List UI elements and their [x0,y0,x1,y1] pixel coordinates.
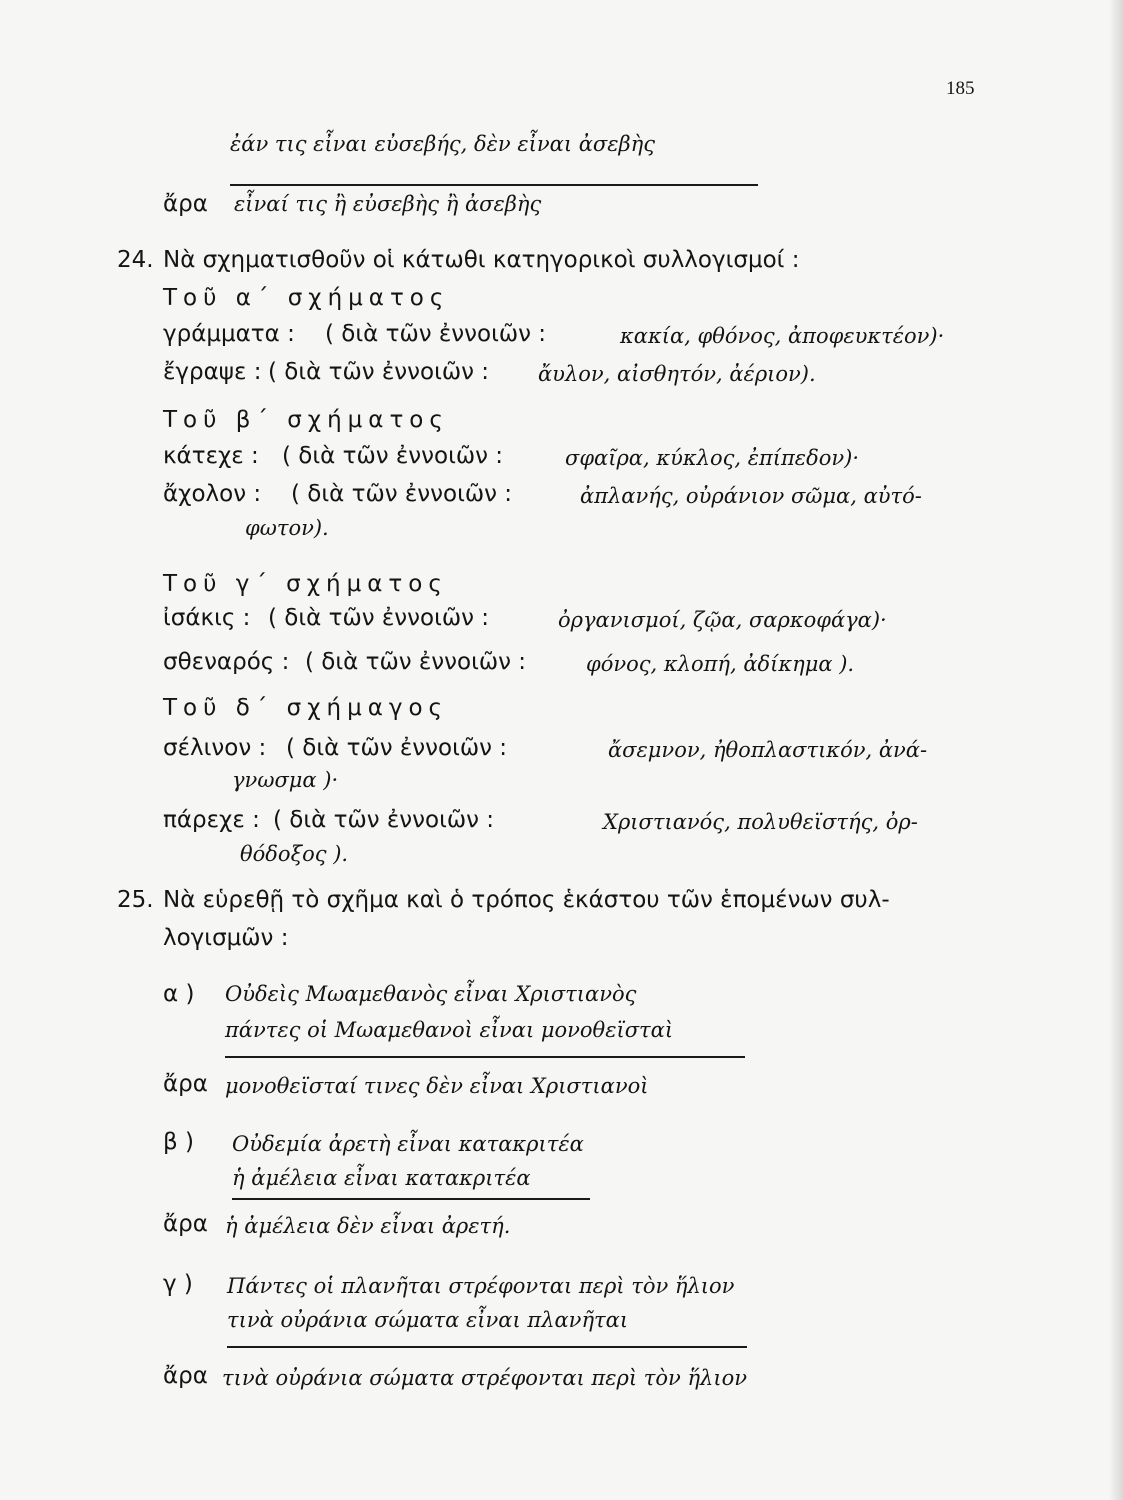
ex25-a-rule [225,1056,745,1058]
syllogism-top-conclusion: εἶναί τις ἢ εὐσεβὴς ἢ ἀσεβὴς [234,192,542,216]
ex25-a-ara: ἄρα [163,1071,208,1097]
ex24-fig4-heading: Τοῦ δ΄ σχήμαγος [163,695,449,721]
ex24-fig1-heading: Τοῦ α΄ σχήματος [163,285,450,311]
ex25-a-premise2: πάντες οἱ Μωαμεθανοὶ εἶναι μονοθεϊσταὶ [225,1018,674,1042]
ex25-g-premise1: Πάντες οἱ πλανῆται στρέφονται περὶ τὸν ἥλιον [227,1274,735,1298]
ex25-g-ara: ἄρα [163,1363,208,1389]
ex25-b-premise2: ἡ ἀμέλεια εἶναι κατακριτέα [232,1166,531,1190]
ex25-a-label: α ) [163,981,195,1007]
ex25-g-premise2: τινὰ οὐράνια σώματα εἶναι πλανῆται [227,1308,629,1332]
ex24-fig1-pre2: ( διὰ τῶν ἐννοιῶν : [268,359,490,385]
ex24-fig4-pre2: ( διὰ τῶν ἐννοιῶν : [273,807,495,833]
ex25-g-rule [227,1346,747,1348]
ex24-fig3-word2: σθεναρός : [163,649,290,675]
ex25-b-conclusion: ἡ ἀμέλεια δὲν εἶναι ἀρετή. [225,1214,511,1238]
ex25-g-conclusion: τινὰ οὐράνια σώματα στρέφονται περὶ τὸν ἥλιον [222,1366,747,1390]
ex24-fig2-terms2: ἀπλανής, οὐράνιον σῶμα, αὐτό- [580,484,922,508]
ex24-fig3-terms2: φόνος, κλοπή, ἀδίκημα ). [586,652,855,676]
ex24-fig4-word1: σέλινον : [163,735,267,761]
ex25-a-conclusion: μονοθεϊσταί τινες δὲν εἶναι Χριστιανοὶ [225,1074,649,1098]
ex25-instruction: Νὰ εὑρεθῇ τὸ σχῆμα καὶ ὁ τρόπος ἑκάστου τῶν ἑπομένων συλ- [163,887,890,913]
ex24-fig2-heading: Τοῦ β΄ σχήματος [163,407,449,433]
ex24-number: 24. [117,247,154,273]
syllogism-top-ara: ἄρα [163,191,208,217]
page-number: 185 [946,78,975,99]
ex25-b-premise1: Οὐδεμία ἀρετὴ εἶναι κατακριτέα [232,1132,584,1156]
ex24-fig3-pre1: ( διὰ τῶν ἐννοιῶν : [268,605,490,631]
ex24-fig4-terms2-cont: θόδοξος ). [240,842,349,866]
ex24-fig1-terms1: κακία, φθόνος, ἀποφευκτέον)· [620,324,945,348]
ex25-g-label: γ ) [163,1271,193,1297]
ex24-fig1-terms2: ἄυλον, αἰσθητόν, ἀέριον). [538,362,816,386]
ex24-fig2-pre1: ( διὰ τῶν ἐννοιῶν : [282,443,504,469]
syllogism-top-premise: ἐάν τις εἶναι εὐσεβής, δὲν εἶναι ἀσεβὴς [230,132,655,156]
page-edge-shadow [1109,0,1123,1500]
ex24-fig1-word2: ἔγραψε : [163,359,262,385]
ex24-fig3-word1: ἰσάκις : [163,605,251,631]
ex24-fig2-pre2: ( διὰ τῶν ἐννοιῶν : [291,481,513,507]
ex25-a-premise1: Οὐδεὶς Μωαμεθανὸς εἶναι Χριστιανὸς [225,982,637,1006]
ex24-fig3-heading: Τοῦ γ΄ σχήματος [163,571,448,597]
ex24-fig2-terms1: σφαῖρα, κύκλος, ἐπίπεδον)· [565,446,859,470]
ex24-fig4-word2: πάρεχε : [163,807,260,833]
ex24-fig4-pre1: ( διὰ τῶν ἐννοιῶν : [286,735,508,761]
ex24-fig4-terms1: ἄσεμνον, ἠθοπλαστικόν, ἀνά- [608,738,928,762]
ex24-fig4-terms1-cont: γνωσμα )· [232,768,339,792]
ex25-b-label: β ) [163,1129,194,1155]
ex25-number: 25. [117,887,154,913]
ex24-fig3-pre2: ( διὰ τῶν ἐννοιῶν : [305,649,527,675]
ex24-fig1-pre1: ( διὰ τῶν ἐννοιῶν : [325,321,547,347]
ex24-fig3-terms1: ὀργανισμοί, ζῷα, σαρκοφάγα)· [558,608,887,632]
ex25-b-rule [232,1198,590,1200]
ex24-fig1-word1: γράμματα : [163,321,295,347]
ex25-instruction-cont: λογισμῶν : [163,925,289,951]
ex24-fig4-terms2: Χριστιανός, πολυθεϊστής, ὀρ- [603,810,918,834]
ex25-b-ara: ἄρα [163,1211,208,1237]
ex24-fig2-terms2-cont: φωτον). [245,516,329,540]
syllogism-top-rule [230,184,758,186]
ex24-fig2-word2: ἄχολον : [163,481,262,507]
ex24-instruction: Νὰ σχηματισθοῦν οἱ κάτωθι κατηγορικοὶ συλλογισμοί : [163,247,800,273]
ex24-fig2-word1: κάτεχε : [163,443,259,469]
